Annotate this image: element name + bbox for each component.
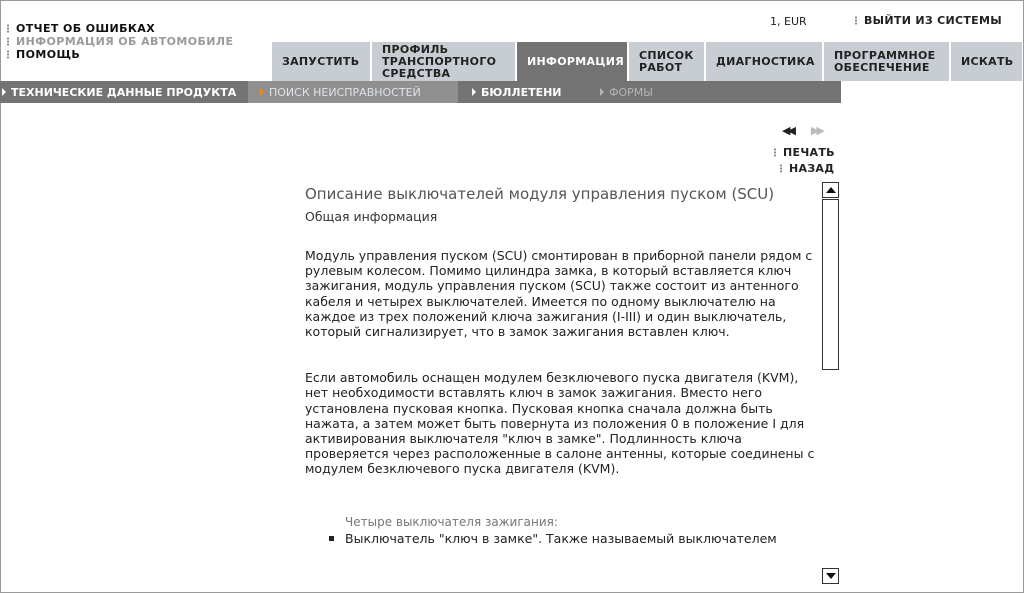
tab-diagnostics[interactable]: [704, 42, 822, 81]
print-label: ПЕЧАТЬ: [783, 146, 835, 159]
tab-start[interactable]: [270, 42, 370, 81]
scroll-up-button[interactable]: [822, 182, 839, 198]
vehicle-info-label: ИНФОРМАЦИЯ ОБ АВТОМОБИЛЕ: [16, 35, 234, 48]
list-item: [329, 531, 819, 546]
bullet-icon: [329, 536, 334, 541]
error-report-link[interactable]: [6, 22, 233, 35]
tab-information[interactable]: [515, 42, 627, 81]
switches-caption: Четыре выключателя зажигания:: [345, 514, 558, 529]
subnav-product-tech-data-label: ТЕХНИЧЕСКИЕ ДАННЫЕ ПРОДУКТА: [11, 85, 237, 99]
print-link[interactable]: [773, 146, 835, 159]
tab-software-label: ПРОГРАММНОЕ ОБЕСПЕЧЕНИЕ: [834, 48, 936, 74]
list-item-text: Выключатель "ключ в замке". Также называемый выключателем: [345, 530, 777, 546]
help-link[interactable]: [6, 48, 233, 61]
document-content: [305, 182, 819, 590]
subnav-troubleshooting-label: ПОИСК НЕИСПРАВНОСТЕЙ: [269, 85, 421, 99]
paragraph-2: Если автомобиль оснащен модулем безключевого пуска двигателя (KVM), нет необходимости вставлять ключ в замок зажигания. Вместо него установлена пусковая кнопка. Пусковая кнопка сначала должна быть нажата, а затем может быть повернута из положения 0 в положение I для активирования выключателя "ключ в замке". Подлинность ключа проверяется через расположенные в салоне антенны, которые соединены с модулем безключевого пуска двигателя (KVM).: [305, 370, 815, 477]
tab-work-list[interactable]: [627, 42, 704, 81]
tab-work-list-label: СПИСОК РАБОТ: [639, 48, 694, 74]
dots-icon: [779, 164, 783, 173]
dots-icon: [6, 24, 10, 33]
scrollbar-thumb[interactable]: [822, 199, 839, 370]
document-title: Описание выключателей модуля управления пуском (SCU): [305, 185, 775, 203]
tab-vehicle-profile-label: ПРОФИЛЬ ТРАНСПОРТНОГО СРЕДСТВА: [382, 42, 497, 80]
arrow-right-icon: [260, 88, 264, 96]
top-links: [6, 22, 233, 61]
arrow-right-icon: [2, 88, 6, 96]
subnav-bulletins[interactable]: [458, 81, 586, 103]
back-label: НАЗАД: [789, 162, 835, 175]
main-tabs: [270, 42, 1022, 81]
arrow-right-icon: [472, 88, 476, 96]
logout-link[interactable]: [854, 14, 1002, 27]
scroll-down-button[interactable]: [822, 568, 839, 584]
paragraph-1: Модуль управления пуском (SCU) смонтирован в приборной панели рядом с рулевым колесом. Помимо цилиндра замка, в который вставляется ключ зажигания, модуль управления пуском (SCU) также состоит из антенного кабеля и четырех выключателей. Имеется по одному выключателю на каждое из трех положений ключа зажигания (I-III) и один выключатель, который сигнализирует, что в замок зажигания вставлен ключ.: [305, 248, 813, 340]
subnav-product-tech-data[interactable]: [0, 81, 248, 103]
document-subtitle: Общая информация: [305, 209, 438, 224]
subnav-bulletins-label: БЮЛЛЕТЕНИ: [481, 85, 562, 99]
vehicle-info-link[interactable]: [6, 35, 233, 48]
next-page-icon[interactable]: ▶▶: [810, 124, 822, 137]
tab-information-label: ИНФОРМАЦИЯ: [527, 54, 625, 68]
sub-navigation: [0, 81, 841, 103]
tab-search-label: ИСКАТЬ: [961, 54, 1014, 68]
back-link[interactable]: [779, 162, 834, 175]
currency-indicator: 1, EUR: [770, 15, 807, 28]
tab-diagnostics-label: ДИАГНОСТИКА: [716, 54, 815, 68]
tab-search[interactable]: [949, 42, 1022, 81]
triangle-up-icon: [826, 187, 836, 193]
error-report-label: ОТЧЕТ ОБ ОШИБКАХ: [16, 22, 156, 35]
dots-icon: [854, 16, 858, 25]
logout-label: ВЫЙТИ ИЗ СИСТЕМЫ: [864, 14, 1002, 27]
help-label: ПОМОЩЬ: [16, 48, 81, 61]
triangle-down-icon: [826, 573, 836, 579]
tab-vehicle-profile[interactable]: [370, 42, 515, 81]
subnav-forms[interactable]: [586, 81, 690, 103]
dots-icon: [6, 37, 10, 46]
dots-icon: [6, 50, 10, 59]
subnav-forms-label: ФОРМЫ: [609, 85, 653, 99]
tab-software[interactable]: [822, 42, 949, 81]
dots-icon: [773, 148, 777, 157]
page-navigation: [782, 124, 822, 137]
subnav-troubleshooting[interactable]: [248, 81, 458, 103]
arrow-right-icon: [600, 88, 604, 96]
prev-page-icon[interactable]: ◀◀: [782, 124, 793, 137]
tab-start-label: ЗАПУСТИТЬ: [282, 54, 360, 68]
